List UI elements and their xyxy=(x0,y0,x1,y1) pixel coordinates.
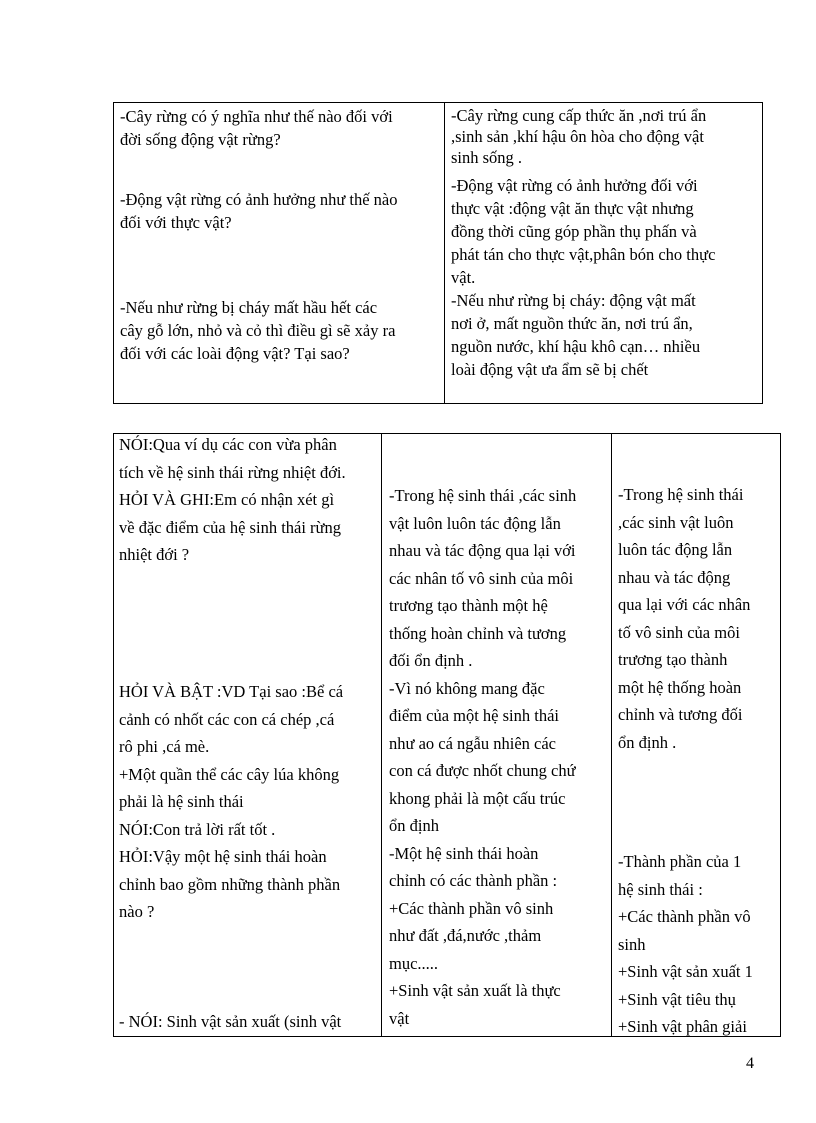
question-1: -Cây rừng có ý nghĩa như thế nào đối với đời sống động vật rừng? xyxy=(120,107,393,149)
question-column xyxy=(114,103,445,403)
teacher-block-1: NÓI:Qua ví dụ các con vừa phân tích về hệ sinh thái rừng nhiệt đới. HỎI VÀ GHI:Em có nhận xét gì về đặc điểm của hệ sinh thái rừng nhiệt đới ? xyxy=(119,435,346,564)
content-block-1: -Trong hệ sinh thái ,các sinh vật luôn luôn tác động lẫn nhau và tác động qua lại với các nhân tố vô sinh của môi trương tạo thành một hệ thống hoàn chỉnh và tương đối ổn định . xyxy=(618,485,751,752)
teacher-block-3: - NÓI: Sinh vật sản xuất (sinh vật xyxy=(119,1012,342,1031)
question-2: -Động vật rừng có ảnh hưởng như thế nào đối với thực vật? xyxy=(120,190,398,232)
page-number: 4 xyxy=(746,1055,754,1072)
answer-3: -Nếu như rừng bị cháy: động vật mất nơi ở, mất nguồn thức ăn, nơi trú ẩn, nguồn nước, khí hậu khô cạn… nhiều loài động vật ưa ẩm sẽ bị chết xyxy=(451,291,701,379)
content-column xyxy=(612,434,780,1036)
answer-1: -Cây rừng cung cấp thức ăn ,nơi trú ẩn ,sinh sản ,khí hậu ôn hòa cho động vật sinh sống . xyxy=(451,106,707,167)
content-block-2: -Thành phần của 1 hệ sinh thái : +Các thành phần vô sinh +Sinh vật sản xuất 1 +Sinh vật tiêu thụ +Sinh vật phân giải xyxy=(618,852,753,1036)
student-activity-column xyxy=(382,434,612,1036)
lesson-table-2 xyxy=(113,433,781,1037)
student-block: -Trong hệ sinh thái ,các sinh vật luôn luôn tác động lẫn nhau và tác động qua lại với các nhân tố vô sinh của môi trương tạo thành một hệ thống hoàn chỉnh và tương đối ổn định . -Vì nó không mang đặc điểm của một hệ sinh thái như ao cá ngẫu nhiên các con cá được nhốt chung chứ khong phải là một cấu trúc ổn định -Một hệ sinh thái hoàn chỉnh có các thành phần : +Các thành phần vô sinh như đất ,đá,nước ,thảm mục..... +Sinh vật sản xuất là thực vật xyxy=(389,486,577,1028)
answer-2: -Động vật rừng có ảnh hưởng đối với thực vật :động vật ăn thực vật nhưng đồng thời cũng góp phần thụ phấn và phát tán cho thực vật,phân bón cho thực vật. xyxy=(451,176,716,287)
teacher-block-2: HỎI VÀ BẬT :VD Tại sao :Bể cá cảnh có nhốt các con cá chép ,cá rô phi ,cá mè. +Một quần thể các cây lúa không phải là hệ sinh thái NÓI:Con trả lời rất tốt . HỎI:Vậy một hệ sinh thái hoàn chỉnh bao gồm những thành phần nào ? xyxy=(119,682,344,921)
answer-column xyxy=(445,103,762,403)
qa-table-1 xyxy=(113,102,763,404)
teacher-activity-column xyxy=(114,434,382,1036)
question-3: -Nếu như rừng bị cháy mất hầu hết các cây gỗ lớn, nhỏ và cỏ thì điều gì sẽ xảy ra đối với các loài động vật? Tại sao? xyxy=(120,298,396,363)
